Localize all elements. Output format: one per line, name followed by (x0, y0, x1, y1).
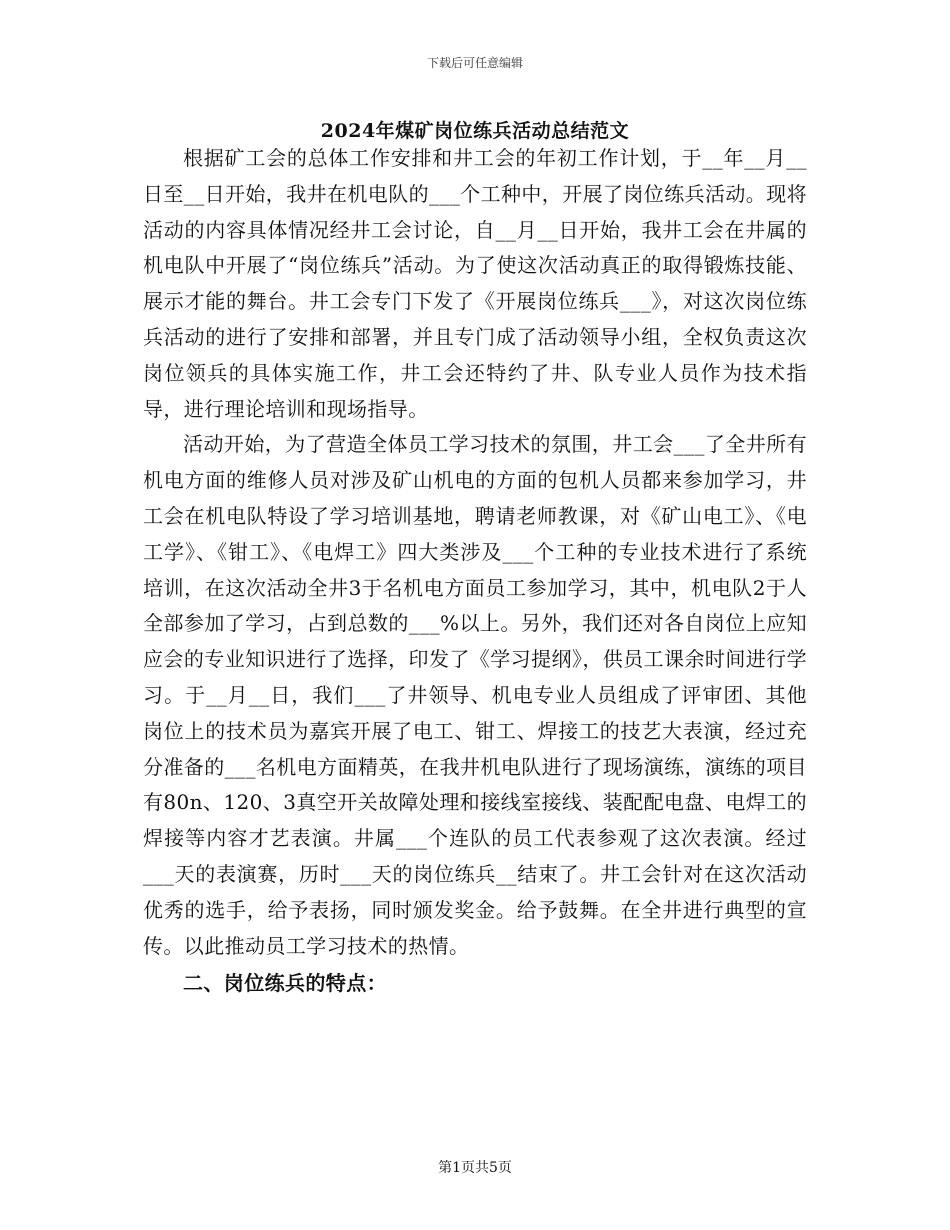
document-title: 2024年煤矿岗位练兵活动总结范文 (320, 120, 630, 142)
page-header-note: 下载后可任意编辑 (426, 56, 523, 70)
section-heading: 二、岗位练兵的特点： (183, 971, 387, 996)
paragraph-2: 活动开始，为了营造全体员工学习技术的氛围，井工会___了全井所有机电方面的维修人员对涉及矿山机电的方面的包机人员都来参加学习，井工会在机电队特设了学习培训基地，聘请老师教课，对《矿山电工》、《电工学》、《钳工》、《电焊工》四大类涉及___个工种的专业技术进行了系统培训，在这次活动全井3于名机电方面员工参加学习，其中，机电队2于人全部参加了学习，占到总数的___%以上。另外，我们还对各自岗位上应知应会的专业知识进行了选择，印发了《学习提纲》，供员工课余时间进行学习。于__月__日，我们___了井领导、机电专业人员组成了评审团、其他岗位上的技术员为嘉宾开展了电工、钳工、焊接工的技艺大表演，经过充分准备的___名机电方面精英，在我井机电队进行了现场演练，演练的项目有80n、120、3真空开关故障处理和接线室接线、装配配电盘、电焊工的焊接等内容才艺表演。井属___个连队的员工代表参观了这次表演。经过___天的表演赛，历时___天的岗位练兵__结束了。井工会针对在这次活动优秀的选手，给予表扬，同时颁发奖金。给予鼓舞。在全井进行典型的宣传。以此推动员工学习技术的热情。 (143, 432, 807, 958)
paragraph-1: 根据矿工会的总体工作安排和井工会的年初工作计划，于__年__月__日至__日开始，我井在机电队的___个工种中，开展了岗位练兵活动。现将活动的内容具体情况经井工会讨论，自__月__日开始，我井工会在井属的机电队中开展了“岗位练兵”活动。为了使这次活动真正的取得锻炼技能、展示才能的舞台。井工会专门下发了《开展岗位练兵___》，对这次岗位练兵活动的进行了安排和部署，并且专门成了活动领导小组，全权负责这次岗位领兵的具体实施工作，井工会还特约了井、队专业人员作为技术指导，进行理论培训和现场指导。 (143, 146, 807, 421)
page-footer-number: 第1页共5页 (438, 1160, 512, 1176)
document-body (143, 141, 807, 1002)
